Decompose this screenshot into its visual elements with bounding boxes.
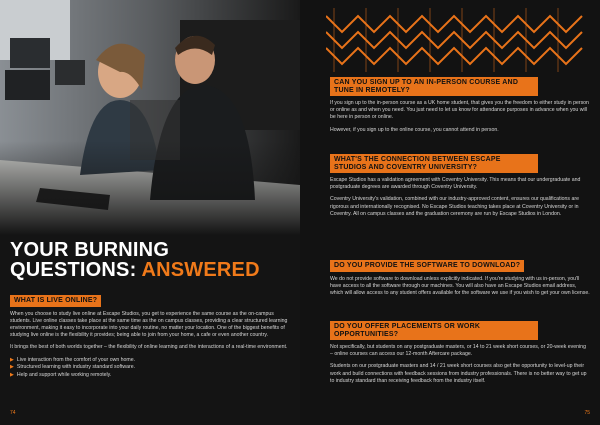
students-photo (0, 0, 300, 235)
right-page (300, 0, 600, 425)
list-item (10, 372, 290, 380)
list-item (10, 364, 290, 372)
question-heading: WHAT'S THE CONNECTION BETWEEN ESCAPE STUDIOS AND COVENTRY UNIVERSITY? (330, 154, 538, 173)
question-heading: DO YOU OFFER PLACEMENTS OR WORK OPPORTUNITIES? (330, 321, 538, 340)
answer-body (330, 100, 590, 134)
section-body (10, 311, 290, 352)
question-in-person (330, 77, 590, 139)
page-number: 75 (584, 410, 590, 416)
title-line-1: YOUR BURNING (10, 239, 170, 261)
paragraph: It brings the best of both worlds together – the flexibility of online learning and the interactions of a real-time environment. (10, 344, 288, 351)
paragraph: Students on our postgraduate masters and 14 / 21 week short courses also get the opportunity to level-up their work and build connections with feedback sessions from industry professionals. There is no better way to get up to industry standard than receiving feedback from the industry itself. (330, 363, 587, 384)
paragraph: Coventry University's validation, combined with our industry-approved content, ensures our qualifications are rigorous and internationally recognised. No Escape Studios teaching takes place at Coventry University or in Coventry. All on campus classes and the graduation ceremony are run by Escape Studios in London. (330, 196, 579, 217)
title-accent: ANSWERED (141, 259, 260, 281)
answer-body (330, 276, 590, 298)
arrow-icon: ▶ (10, 371, 14, 378)
live-online-section (10, 289, 290, 379)
list-item (10, 357, 290, 365)
paragraph: If you sign up to the in-person course as a UK home student, that gives you the freedom to either study in person or online as and when you need. You just need to let us know for attendance purposes in advance when you will be here in person or online. (330, 100, 589, 121)
page-number: 74 (10, 410, 16, 416)
list-item-text: Structured learning with industry standard software. (16, 364, 136, 371)
list-item-text: Help and support while working remotely. (16, 371, 112, 378)
answer-body (330, 344, 590, 385)
decorative-pattern (326, 8, 588, 72)
title-line-2 (10, 260, 295, 280)
answer-body (330, 177, 590, 218)
section-heading: WHAT IS LIVE ONLINE? (10, 295, 101, 307)
question-coventry (330, 154, 590, 223)
question-heading: CAN YOU SIGN UP TO AN IN-PERSON COURSE AND TUNE IN REMOTELY? (330, 77, 538, 96)
paragraph: Escape Studios has a validation agreement with Coventry University. This means that our undergraduate and postgraduate degrees are awarded through Coventry University. (330, 177, 581, 191)
paragraph: We do not provide software to download unless explicitly indicated. If you're studying with us in-person, you'll have access to all the software through our machines. You will also have an Escape Studios email address, which will allow access to any student offers available for the software we use if you wish to get your own license. (330, 275, 590, 296)
list-item-text: Live interaction from the comfort of your own home. (16, 356, 136, 363)
page-title (10, 240, 295, 280)
paragraph: Not specifically, but students on any postgraduate masters, or 14 to 21 week short courses, or 20-week evening – online courses can access our 12-month Aftercare package. (330, 344, 586, 358)
question-software (330, 254, 590, 302)
title-prefix: QUESTIONS: (10, 259, 142, 281)
paragraph: However, if you sign up to the online course, you cannot attend in person. (330, 126, 499, 133)
paragraph: When you choose to study live online at Escape Studios, you get to experience the same course as the on-campus students. Live online classes take place at the same time as the on campus classes, providing a clear structured learning environment, making it easy to incorporate into your daily routine, no matter your location. One of the biggest benefits of studying live online is the flexibility it provides; being able to join from your home, a cafe or even another country. (10, 310, 288, 339)
question-heading: DO YOU PROVIDE THE SOFTWARE TO DOWNLOAD? (330, 260, 524, 272)
arrow-icon: ▶ (10, 356, 14, 363)
benefit-list (10, 357, 290, 380)
question-placements (330, 321, 590, 390)
arrow-icon: ▶ (10, 364, 14, 371)
